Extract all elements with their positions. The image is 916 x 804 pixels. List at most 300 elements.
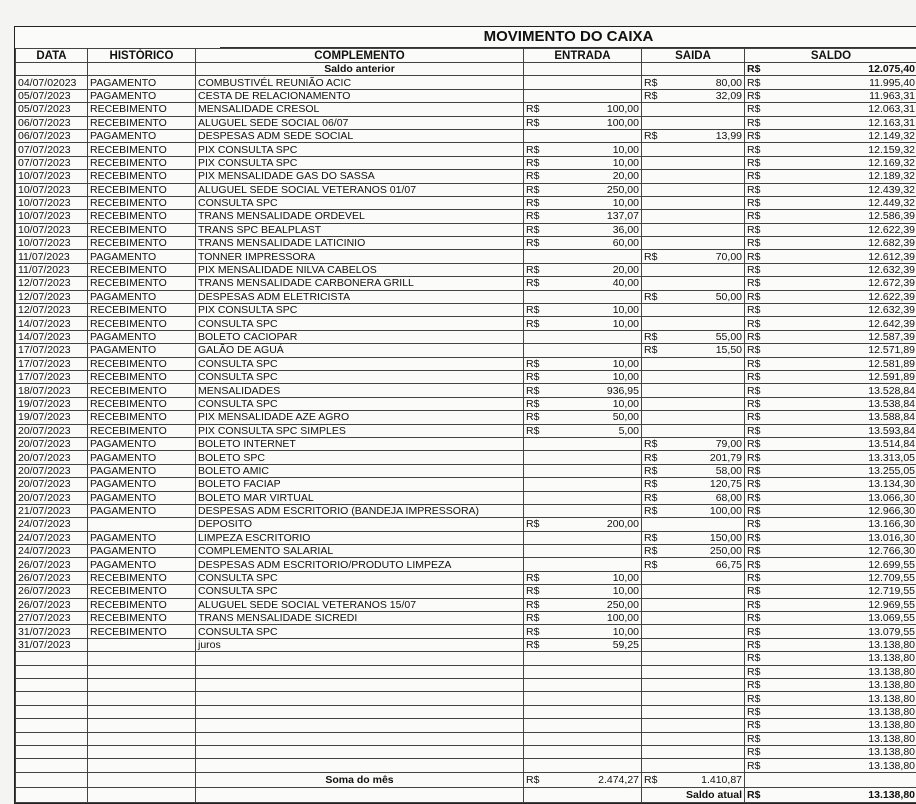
- row-saldo: R$ 11.963,31: [745, 89, 916, 102]
- currency-symbol: R$: [747, 666, 760, 678]
- row-complemento: CONSULTA SPC: [196, 571, 524, 584]
- currency-symbol: R$: [644, 492, 657, 504]
- ledger-row: [16, 558, 916, 571]
- currency-symbol: R$: [644, 331, 657, 343]
- final-row: [16, 787, 916, 802]
- row-date: 19/07/2023: [16, 397, 88, 410]
- row-historico: RECEBIMENTO: [88, 183, 196, 196]
- ledger-row: [16, 290, 916, 303]
- row-date: 18/07/2023: [16, 384, 88, 397]
- row-saida: R$ 250,00: [642, 545, 745, 558]
- row-saida: [642, 304, 745, 317]
- currency-symbol: R$: [747, 130, 760, 142]
- row-historico: [88, 759, 196, 772]
- row-saldo: R$ 12.169,32: [745, 156, 916, 169]
- ledger-row: [16, 170, 916, 183]
- row-saldo: R$ 12.586,39: [745, 210, 916, 223]
- currency-symbol: R$: [747, 77, 760, 89]
- currency-symbol: R$: [747, 518, 760, 530]
- row-historico: RECEBIMENTO: [88, 196, 196, 209]
- row-historico: RECEBIMENTO: [88, 612, 196, 625]
- ledger-row: [16, 585, 916, 598]
- row-saldo: R$ 13.069,55: [745, 612, 916, 625]
- final-saldo: R$ 13.138,80: [745, 787, 916, 802]
- row-complemento: CONSULTA SPC: [196, 357, 524, 370]
- currency-symbol: R$: [526, 371, 539, 383]
- row-saida: [642, 277, 745, 290]
- currency-symbol: R$: [747, 478, 760, 490]
- row-saida: [642, 143, 745, 156]
- row-entrada: [524, 437, 642, 450]
- row-historico: PAGAMENTO: [88, 545, 196, 558]
- row-entrada: R$ 10,00: [524, 357, 642, 370]
- row-entrada: [524, 76, 642, 89]
- row-complemento: CONSULTA SPC: [196, 625, 524, 638]
- row-complemento: TRANS MENSALIDADE CARBONERA GRILL: [196, 277, 524, 290]
- row-historico: PAGAMENTO: [88, 491, 196, 504]
- row-historico: RECEBIMENTO: [88, 598, 196, 611]
- row-saida: [642, 518, 745, 531]
- ledger-row: [16, 665, 916, 678]
- row-date: 11/07/2023: [16, 263, 88, 276]
- row-historico: RECEBIMENTO: [88, 384, 196, 397]
- ledger-row: [16, 370, 916, 383]
- currency-symbol: R$: [747, 679, 760, 691]
- currency-symbol: R$: [747, 693, 760, 705]
- row-saida: [642, 678, 745, 691]
- opening-row: [16, 63, 916, 76]
- currency-symbol: R$: [747, 398, 760, 410]
- row-date: [16, 678, 88, 691]
- row-entrada: R$ 250,00: [524, 598, 642, 611]
- header-historico: HISTÓRICO: [88, 49, 196, 63]
- ledger-row: [16, 250, 916, 263]
- row-saldo: R$ 12.612,39: [745, 250, 916, 263]
- row-saldo: R$ 13.588,84: [745, 411, 916, 424]
- row-historico: [88, 518, 196, 531]
- row-complemento: PIX MENSALIDADE NILVA CABELOS: [196, 263, 524, 276]
- ledger-row: [16, 223, 916, 236]
- currency-symbol: R$: [747, 210, 760, 222]
- currency-symbol: R$: [747, 251, 760, 263]
- row-date: 26/07/2023: [16, 598, 88, 611]
- ledger-row: [16, 183, 916, 196]
- row-saida: [642, 585, 745, 598]
- row-saldo: R$ 13.528,84: [745, 384, 916, 397]
- row-saida: [642, 317, 745, 330]
- currency-symbol: R$: [747, 545, 760, 557]
- row-complemento: [196, 745, 524, 758]
- row-date: 06/07/2023: [16, 129, 88, 142]
- ledger-row: [16, 116, 916, 129]
- row-saldo: R$ 12.672,39: [745, 277, 916, 290]
- row-date: 20/07/2023: [16, 464, 88, 477]
- row-date: 10/07/2023: [16, 170, 88, 183]
- row-entrada: [524, 545, 642, 558]
- row-saida: [642, 598, 745, 611]
- row-date: [16, 732, 88, 745]
- header-row: [16, 49, 916, 63]
- ledger-row: [16, 411, 916, 424]
- row-complemento: [196, 665, 524, 678]
- currency-symbol: R$: [526, 117, 539, 129]
- row-complemento: PIX CONSULTA SPC: [196, 304, 524, 317]
- row-historico: RECEBIMENTO: [88, 170, 196, 183]
- row-historico: [88, 665, 196, 678]
- row-entrada: R$ 10,00: [524, 585, 642, 598]
- row-historico: PAGAMENTO: [88, 89, 196, 102]
- row-saida: R$ 15,50: [642, 344, 745, 357]
- row-saldo: R$ 12.682,39: [745, 237, 916, 250]
- row-date: 04/07/02023: [16, 76, 88, 89]
- ledger-row: [16, 263, 916, 276]
- row-saldo: R$ 13.138,80: [745, 732, 916, 745]
- currency-symbol: R$: [747, 170, 760, 182]
- row-saida: [642, 397, 745, 410]
- row-saida: [642, 652, 745, 665]
- row-entrada: R$ 60,00: [524, 237, 642, 250]
- currency-symbol: R$: [747, 492, 760, 504]
- currency-symbol: R$: [526, 210, 539, 222]
- row-entrada: R$ 20,00: [524, 170, 642, 183]
- row-saldo: R$ 13.066,30: [745, 491, 916, 504]
- row-complemento: COMBUSTIVÉL REUNIÃO ACIC: [196, 76, 524, 89]
- row-entrada: [524, 491, 642, 504]
- row-complemento: BOLETO CACIOPAR: [196, 330, 524, 343]
- currency-symbol: R$: [747, 505, 760, 517]
- row-saldo: R$ 12.591,89: [745, 370, 916, 383]
- row-date: 07/07/2023: [16, 143, 88, 156]
- currency-symbol: R$: [526, 626, 539, 638]
- row-saldo: R$ 12.622,39: [745, 290, 916, 303]
- row-entrada: [524, 665, 642, 678]
- row-historico: [88, 652, 196, 665]
- currency-symbol: R$: [747, 318, 760, 330]
- opening-saldo: R$ 12.075,40: [745, 63, 916, 76]
- ledger-row: [16, 732, 916, 745]
- row-entrada: [524, 344, 642, 357]
- row-complemento: CONSULTA SPC: [196, 585, 524, 598]
- row-complemento: CESTA DE RELACIONAMENTO: [196, 89, 524, 102]
- row-entrada: [524, 451, 642, 464]
- row-date: [16, 665, 88, 678]
- row-entrada: R$ 10,00: [524, 397, 642, 410]
- row-complemento: MENSALIDADES: [196, 384, 524, 397]
- row-date: 17/07/2023: [16, 370, 88, 383]
- row-saida: [642, 370, 745, 383]
- currency-symbol: R$: [747, 184, 760, 196]
- row-complemento: BOLETO SPC: [196, 451, 524, 464]
- row-saida: R$ 201,79: [642, 451, 745, 464]
- currency-symbol: R$: [747, 304, 760, 316]
- row-historico: RECEBIMENTO: [88, 143, 196, 156]
- currency-symbol: R$: [526, 411, 539, 423]
- row-saida: [642, 156, 745, 169]
- row-entrada: [524, 705, 642, 718]
- currency-symbol: R$: [526, 599, 539, 611]
- currency-symbol: R$: [644, 291, 657, 303]
- row-historico: RECEBIMENTO: [88, 397, 196, 410]
- currency-symbol: R$: [526, 224, 539, 236]
- currency-symbol: R$: [644, 505, 657, 517]
- ledger-row: [16, 478, 916, 491]
- currency-symbol: R$: [747, 572, 760, 584]
- row-saida: [642, 411, 745, 424]
- row-historico: RECEBIMENTO: [88, 237, 196, 250]
- row-date: 31/07/2023: [16, 625, 88, 638]
- row-saida: [642, 612, 745, 625]
- ledger-row: [16, 638, 916, 651]
- row-date: [16, 745, 88, 758]
- row-entrada: R$ 250,00: [524, 183, 642, 196]
- row-saida: [642, 263, 745, 276]
- row-complemento: ALUGUEL SEDE SOCIAL 06/07: [196, 116, 524, 129]
- row-entrada: R$ 10,00: [524, 304, 642, 317]
- totals-entrada: R$ 2.474,27: [524, 772, 642, 787]
- row-complemento: LIMPEZA ESCRITORIO: [196, 531, 524, 544]
- row-date: 11/07/2023: [16, 250, 88, 263]
- row-saida: R$ 13,99: [642, 129, 745, 142]
- row-entrada: R$ 10,00: [524, 571, 642, 584]
- currency-symbol: R$: [747, 331, 760, 343]
- row-historico: RECEBIMENTO: [88, 585, 196, 598]
- currency-symbol: R$: [747, 626, 760, 638]
- ledger-row: [16, 759, 916, 772]
- row-saida: [642, 745, 745, 758]
- currency-symbol: R$: [526, 639, 539, 651]
- row-date: 10/07/2023: [16, 223, 88, 236]
- currency-symbol: R$: [644, 545, 657, 557]
- row-date: 24/07/2023: [16, 545, 88, 558]
- row-saida: [642, 357, 745, 370]
- row-entrada: [524, 692, 642, 705]
- ledger-row: [16, 678, 916, 691]
- row-date: 24/07/2023: [16, 531, 88, 544]
- row-complemento: [196, 678, 524, 691]
- row-historico: PAGAMENTO: [88, 558, 196, 571]
- row-saldo: R$ 13.538,84: [745, 397, 916, 410]
- row-complemento: PIX CONSULTA SPC: [196, 143, 524, 156]
- row-complemento: BOLETO MAR VIRTUAL: [196, 491, 524, 504]
- currency-symbol: R$: [644, 130, 657, 142]
- ledger-row: [16, 210, 916, 223]
- currency-symbol: R$: [644, 77, 657, 89]
- opening-label: Saldo anterior: [196, 63, 524, 76]
- row-date: 06/07/2023: [16, 116, 88, 129]
- row-complemento: GALÃO DE AGUÁ: [196, 344, 524, 357]
- row-complemento: TRANS SPC BEALPLAST: [196, 223, 524, 236]
- row-saida: [642, 170, 745, 183]
- row-historico: PAGAMENTO: [88, 250, 196, 263]
- row-complemento: juros: [196, 638, 524, 651]
- row-complemento: [196, 652, 524, 665]
- ledger-row: [16, 745, 916, 758]
- row-entrada: [524, 464, 642, 477]
- row-date: 07/07/2023: [16, 156, 88, 169]
- row-historico: [88, 692, 196, 705]
- row-saida: [642, 116, 745, 129]
- row-complemento: CONSULTA SPC: [196, 317, 524, 330]
- row-entrada: [524, 330, 642, 343]
- row-saldo: R$ 13.138,80: [745, 759, 916, 772]
- row-historico: PAGAMENTO: [88, 129, 196, 142]
- totals-label: Soma do mês: [196, 772, 524, 787]
- row-saldo: R$ 12.719,55: [745, 585, 916, 598]
- row-saldo: R$ 11.995,40: [745, 76, 916, 89]
- row-saldo: R$ 12.699,55: [745, 558, 916, 571]
- currency-symbol: R$: [747, 63, 760, 75]
- row-entrada: R$ 10,00: [524, 143, 642, 156]
- row-saldo: R$ 12.622,39: [745, 223, 916, 236]
- row-entrada: [524, 250, 642, 263]
- row-complemento: BOLETO AMIC: [196, 464, 524, 477]
- row-entrada: [524, 89, 642, 102]
- currency-symbol: R$: [526, 318, 539, 330]
- currency-symbol: R$: [747, 585, 760, 597]
- row-complemento: DESPESAS ADM ESCRITORIO (BANDEJA IMPRESSORA): [196, 504, 524, 517]
- currency-symbol: R$: [526, 144, 539, 156]
- row-entrada: R$ 40,00: [524, 277, 642, 290]
- row-saldo: R$ 12.163,31: [745, 116, 916, 129]
- row-entrada: R$ 936,95: [524, 384, 642, 397]
- row-entrada: R$ 200,00: [524, 518, 642, 531]
- row-historico: [88, 745, 196, 758]
- row-historico: [88, 732, 196, 745]
- row-historico: PAGAMENTO: [88, 504, 196, 517]
- currency-symbol: R$: [526, 572, 539, 584]
- currency-symbol: R$: [644, 438, 657, 450]
- ledger-row: [16, 652, 916, 665]
- row-saida: R$ 50,00: [642, 290, 745, 303]
- row-historico: RECEBIMENTO: [88, 317, 196, 330]
- row-date: 05/07/2023: [16, 89, 88, 102]
- row-complemento: [196, 719, 524, 732]
- row-date: 17/07/2023: [16, 344, 88, 357]
- row-complemento: DESPESAS ADM ELETRICISTA: [196, 290, 524, 303]
- currency-symbol: R$: [747, 224, 760, 236]
- row-complemento: [196, 692, 524, 705]
- row-entrada: R$ 10,00: [524, 196, 642, 209]
- row-complemento: BOLETO FACIAP: [196, 478, 524, 491]
- row-complemento: CONSULTA SPC: [196, 370, 524, 383]
- row-saldo: R$ 12.189,32: [745, 170, 916, 183]
- row-historico: [88, 705, 196, 718]
- currency-symbol: R$: [747, 719, 760, 731]
- row-date: 14/07/2023: [16, 330, 88, 343]
- ledger-row: [16, 277, 916, 290]
- cash-ledger-sheet: [14, 26, 916, 804]
- ledger-row: [16, 437, 916, 450]
- row-historico: [88, 678, 196, 691]
- row-historico: PAGAMENTO: [88, 464, 196, 477]
- row-saida: [642, 210, 745, 223]
- currency-symbol: R$: [747, 652, 760, 664]
- row-saldo: R$ 13.138,80: [745, 678, 916, 691]
- row-date: 20/07/2023: [16, 491, 88, 504]
- currency-symbol: R$: [526, 612, 539, 624]
- row-saldo: R$ 13.138,80: [745, 652, 916, 665]
- row-entrada: R$ 100,00: [524, 116, 642, 129]
- row-saida: [642, 237, 745, 250]
- currency-symbol: R$: [747, 197, 760, 209]
- ledger-row: [16, 625, 916, 638]
- row-saida: [642, 183, 745, 196]
- row-saldo: R$ 12.063,31: [745, 103, 916, 116]
- row-date: 19/07/2023: [16, 411, 88, 424]
- ledger-row: [16, 451, 916, 464]
- row-historico: RECEBIMENTO: [88, 116, 196, 129]
- ledger-row: [16, 304, 916, 317]
- ledger-row: [16, 545, 916, 558]
- row-entrada: [524, 732, 642, 745]
- row-historico: RECEBIMENTO: [88, 357, 196, 370]
- row-entrada: R$ 10,00: [524, 156, 642, 169]
- currency-symbol: R$: [644, 251, 657, 263]
- row-historico: RECEBIMENTO: [88, 370, 196, 383]
- row-date: [16, 652, 88, 665]
- row-entrada: [524, 290, 642, 303]
- currency-symbol: R$: [747, 277, 760, 289]
- row-complemento: COMPLEMENTO SALARIAL: [196, 545, 524, 558]
- row-date: 24/07/2023: [16, 518, 88, 531]
- ledger-row: [16, 76, 916, 89]
- row-saida: R$ 79,00: [642, 437, 745, 450]
- row-saldo: R$ 12.966,30: [745, 504, 916, 517]
- row-historico: RECEBIMENTO: [88, 411, 196, 424]
- currency-symbol: R$: [747, 746, 760, 758]
- row-entrada: R$ 50,00: [524, 411, 642, 424]
- row-entrada: [524, 558, 642, 571]
- row-complemento: DESPESAS ADM ESCRITORIO/PRODUTO LIMPEZA: [196, 558, 524, 571]
- ledger-row: [16, 237, 916, 250]
- row-saldo: R$ 13.138,80: [745, 692, 916, 705]
- row-saldo: R$ 12.766,30: [745, 545, 916, 558]
- header-saldo: SALDO: [745, 49, 916, 63]
- row-complemento: TRANS MENSALIDADE ORDEVEL: [196, 210, 524, 223]
- row-complemento: [196, 759, 524, 772]
- row-historico: PAGAMENTO: [88, 290, 196, 303]
- currency-symbol: R$: [747, 411, 760, 423]
- row-complemento: DESPESAS ADM SEDE SOCIAL: [196, 129, 524, 142]
- row-date: 10/07/2023: [16, 183, 88, 196]
- currency-symbol: R$: [644, 532, 657, 544]
- row-saldo: R$ 12.439,32: [745, 183, 916, 196]
- currency-symbol: R$: [526, 277, 539, 289]
- row-saldo: R$ 12.632,39: [745, 263, 916, 276]
- currency-symbol: R$: [747, 760, 760, 772]
- row-saida: [642, 705, 745, 718]
- row-saida: [642, 665, 745, 678]
- row-entrada: R$ 10,00: [524, 317, 642, 330]
- ledger-row: [16, 129, 916, 142]
- ledger-row: [16, 424, 916, 437]
- row-saldo: R$ 12.709,55: [745, 571, 916, 584]
- totals-row: [16, 772, 916, 787]
- row-complemento: ALUGUEL SEDE SOCIAL VETERANOS 01/07: [196, 183, 524, 196]
- row-date: 10/07/2023: [16, 196, 88, 209]
- currency-symbol: R$: [526, 425, 539, 437]
- currency-symbol: R$: [526, 197, 539, 209]
- ledger-row: [16, 344, 916, 357]
- row-saida: R$ 32,09: [642, 89, 745, 102]
- row-saldo: R$ 13.313,05: [745, 451, 916, 464]
- row-date: 12/07/2023: [16, 304, 88, 317]
- currency-symbol: R$: [644, 559, 657, 571]
- row-saida: [642, 424, 745, 437]
- currency-symbol: R$: [747, 425, 760, 437]
- row-complemento: MENSALIDADE CRESOL: [196, 103, 524, 116]
- row-saldo: R$ 12.581,89: [745, 357, 916, 370]
